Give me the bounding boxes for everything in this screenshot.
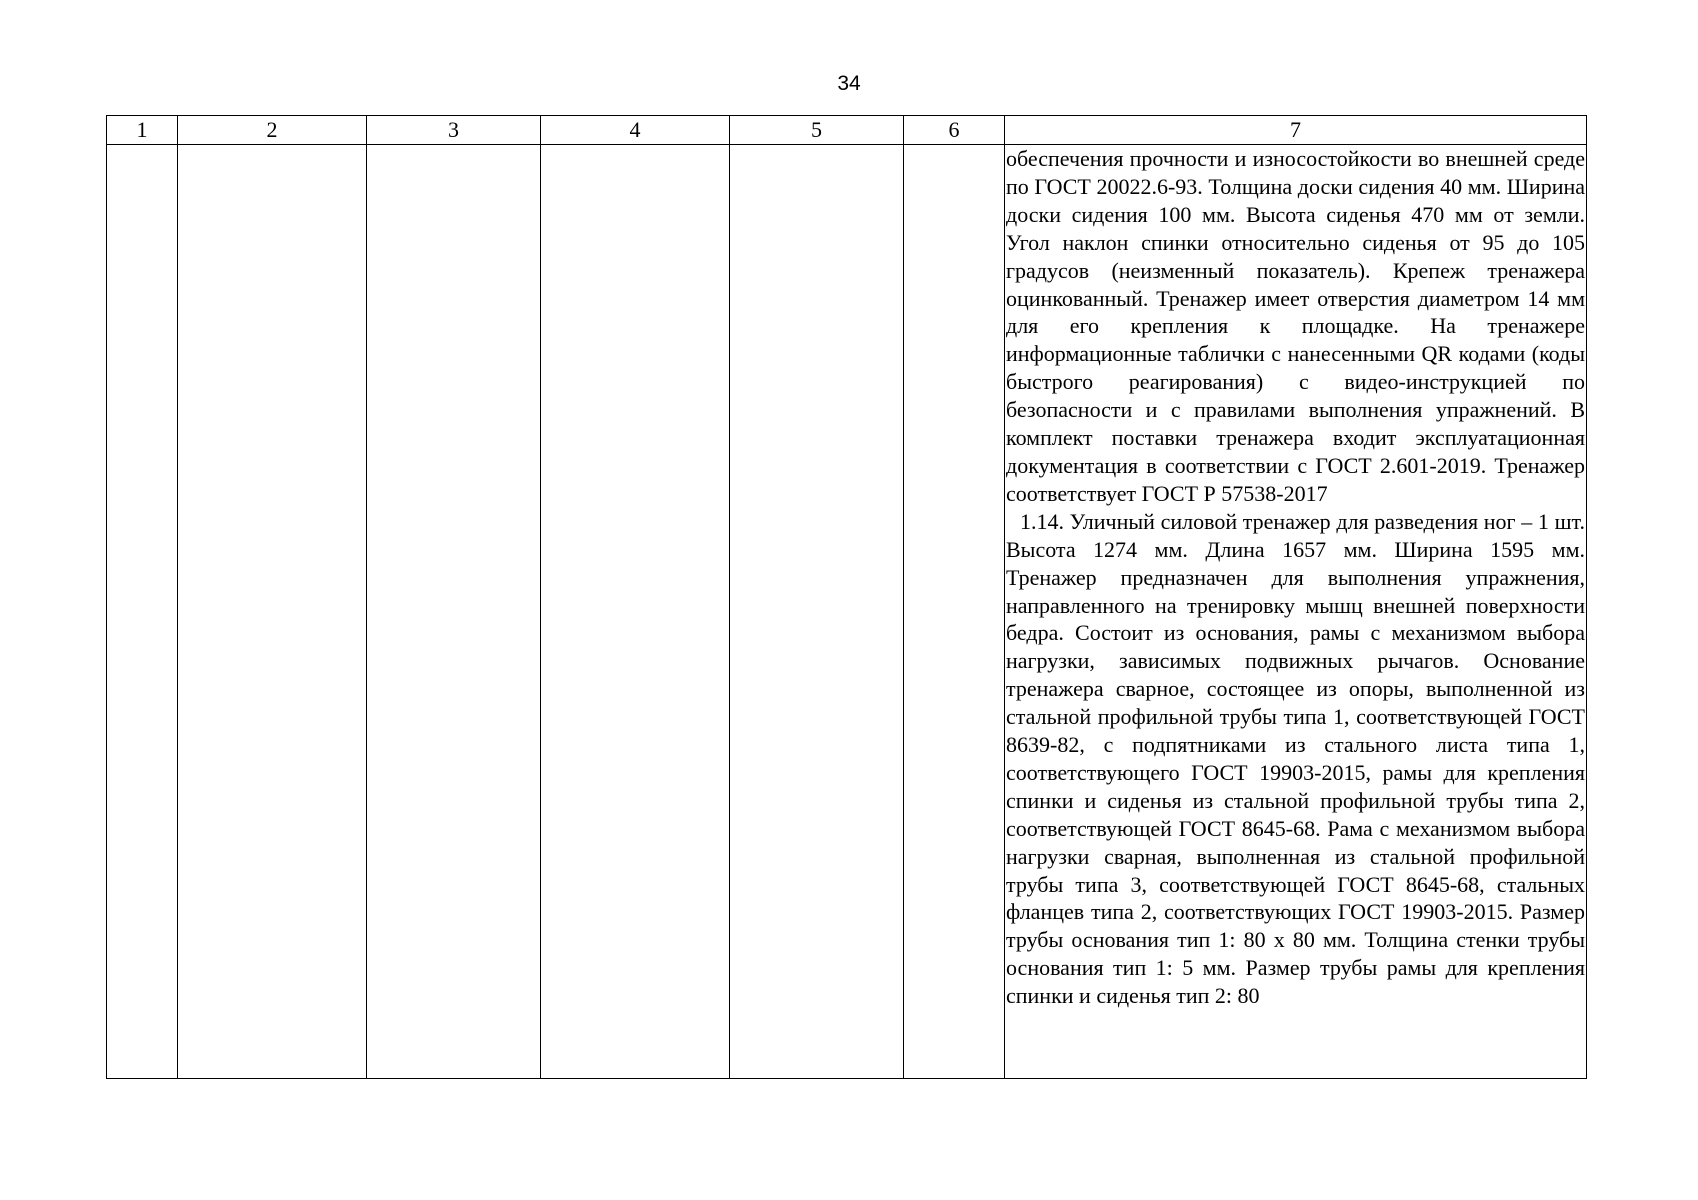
description-paragraph-1: обеспечения прочности и износостойкости во внешней среде по ГОСТ 20022.6-93. Толщина доски сидения 40 мм. Ширина доски сидения 100 мм. Высота сиденья 470 мм от земли. Угол наклон спинки относительно сиденья от 95 до 105 градусов (неизменный показатель). Крепеж тренажера оцинкованный. Тренажер имеет отверстия диаметром 14 мм для его крепления к площадке. На тренажере информационные таблички с нанесенными QR кодами (коды быстрого реагирования) с видео-инструкцией по безопасности и с правилами выполнения упражнений. В комплект поставки тренажера входит эксплуатационная документация в соответствии с ГОСТ 2.601-2019. Тренажер соответствует ГОСТ Р 57538-2017 [1006,146,1585,506]
column-header-3: 3 [367,116,541,145]
page-number: 34 [837,72,861,95]
table-row [107,145,1587,1079]
column-header-4: 4 [541,116,730,145]
column-header-2: 2 [178,116,367,145]
cell-col-7-description [1005,145,1587,1079]
column-header-1: 1 [107,116,178,145]
cell-col-1 [107,145,178,1079]
cell-col-4 [541,145,730,1079]
cell-col-2 [178,145,367,1079]
specification-table [106,115,1587,1079]
table-header-row [107,116,1587,145]
cell-col-6 [904,145,1005,1079]
description-paragraph-2: 1.14. Уличный силовой тренажер для разведения ног – 1 шт. Высота 1274 мм. Длина 1657 мм. Ширина 1595 мм. Тренажер предназначен для выполнения упражнения, направленного на тренировку мышц внешней поверхности бедра. Состоит из основания, рамы с механизмом выбора нагрузки, зависимых подвижных рычагов. Основание тренажера сварное, состоящее из опоры, выполненной из стальной профильной трубы типа 1, соответствующей ГОСТ 8639-82, с подпятниками из стального листа типа 1, соответствующего ГОСТ 19903-2015, рамы для крепления спинки и сиденья из стальной профильной трубы типа 2, соответствующей ГОСТ 8645-68. Рама с механизмом выбора нагрузки сварная, выполненная из стальной профильной трубы типа 3, соответствующей ГОСТ 8645-68, стальных фланцев типа 2, соответствующих ГОСТ 19903-2015. Размер трубы основания тип 1: 80 х 80 мм. Толщина стенки трубы основания тип 1: 5 мм. Размер трубы рамы для крепления спинки и сиденья тип 2: 80 [1006,508,1585,1009]
column-header-6: 6 [904,116,1005,145]
cell-col-3 [367,145,541,1079]
column-header-7: 7 [1005,116,1587,145]
column-header-5: 5 [730,116,904,145]
cell-col-5 [730,145,904,1079]
